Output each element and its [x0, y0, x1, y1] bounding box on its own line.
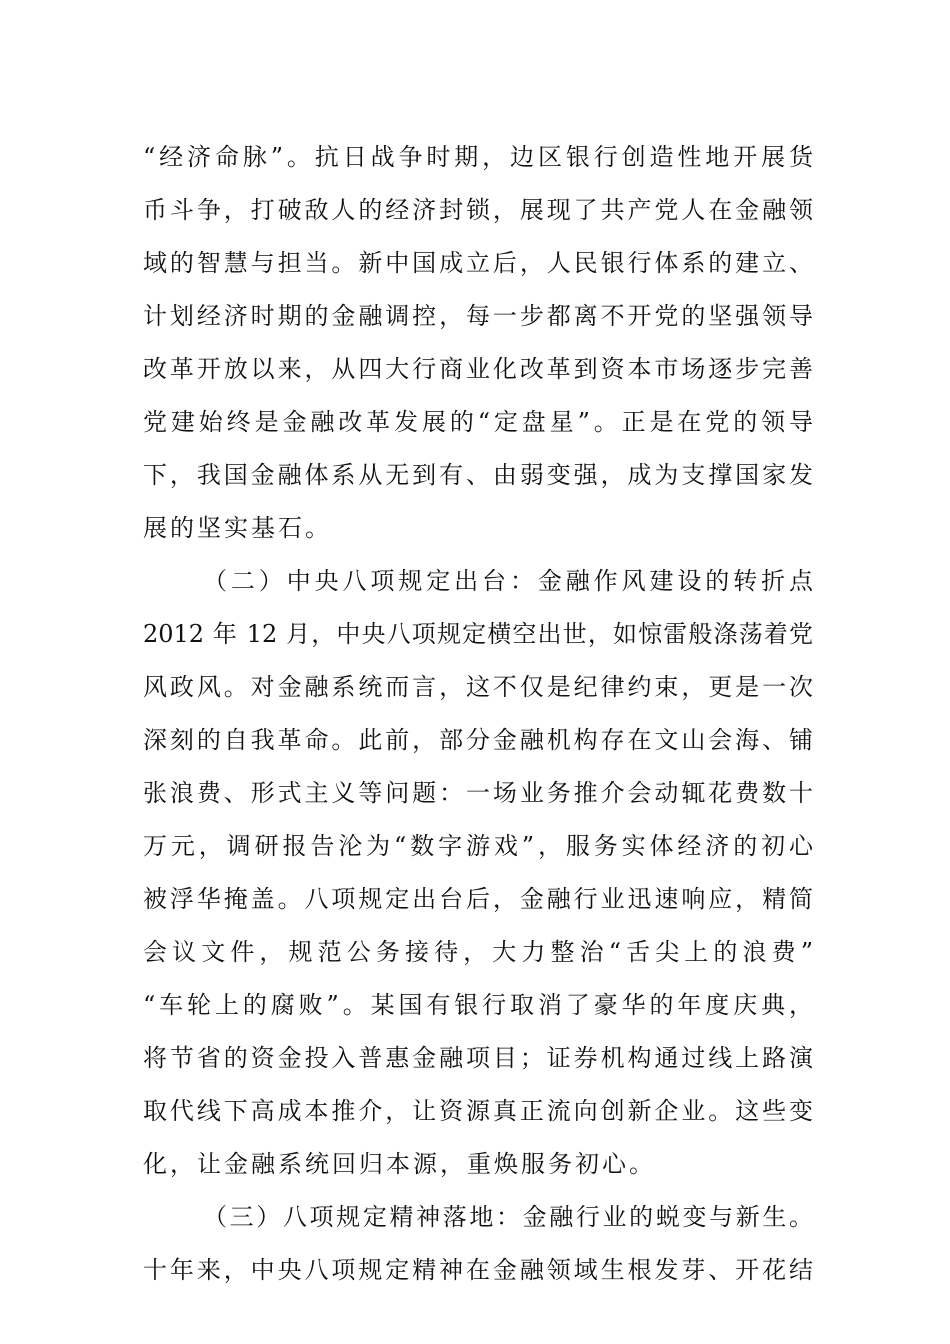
text-line: 十年来，中央八项规定精神在金融领域生根发芽、开花结 [143, 1256, 813, 1284]
text-line: “车轮上的腐败”。某国有银行取消了豪华的年度庆典， [143, 991, 813, 1019]
text-line: 币斗争，打破敌人的经济封锁，展现了共产党人在金融领 [143, 196, 813, 224]
text-line: 展的坚实基石。 [143, 514, 332, 542]
text-line: “经济命脉”。抗日战争时期，边区银行创造性地开展货 [143, 143, 813, 171]
text-line: 风政风。对金融系统而言，这不仅是纪律约束，更是一次 [143, 673, 813, 701]
text-line: 取代线下高成本推介，让资源真正流向创新企业。这些变 [143, 1097, 813, 1125]
text-line: 化，让金融系统回归本源，重焕服务初心。 [143, 1150, 656, 1178]
text-line: 域的智慧与担当。新中国成立后，人民银行体系的建立、 [143, 249, 813, 277]
text-line: 改革开放以来，从四大行商业化改革到资本市场逐步完善 [143, 355, 813, 383]
text-line: 下，我国金融体系从无到有、由弱变强，成为支撑国家发 [143, 461, 813, 489]
section-heading-3: （三）八项规定精神落地：金融行业的蜕变与新生。 [203, 1203, 813, 1231]
text-line: 会议文件，规范公务接待，大力整治“舌尖上的浪费” [143, 938, 813, 966]
section-heading-2: （二）中央八项规定出台：金融作风建设的转折点 [203, 567, 813, 595]
text-line: 万元，调研报告沦为“数字游戏”，服务实体经济的初心 [143, 832, 813, 860]
text-line: 被浮华掩盖。八项规定出台后，金融行业迅速响应，精简 [143, 885, 813, 913]
text-line: 张浪费、形式主义等问题：一场业务推介会动辄花费数十 [143, 779, 813, 807]
text-line: 将节省的资金投入普惠金融项目；证券机构通过线上路演 [143, 1044, 813, 1072]
text-line: 2012 年 12 月，中央八项规定横空出世，如惊雷般涤荡着党 [143, 620, 813, 648]
text-line: 深刻的自我革命。此前，部分金融机构存在文山会海、铺 [143, 726, 813, 754]
text-line: 计划经济时期的金融调控，每一步都离不开党的坚强领导 [143, 302, 813, 330]
text-line: 党建始终是金融改革发展的“定盘星”。正是在党的领导 [143, 408, 813, 436]
